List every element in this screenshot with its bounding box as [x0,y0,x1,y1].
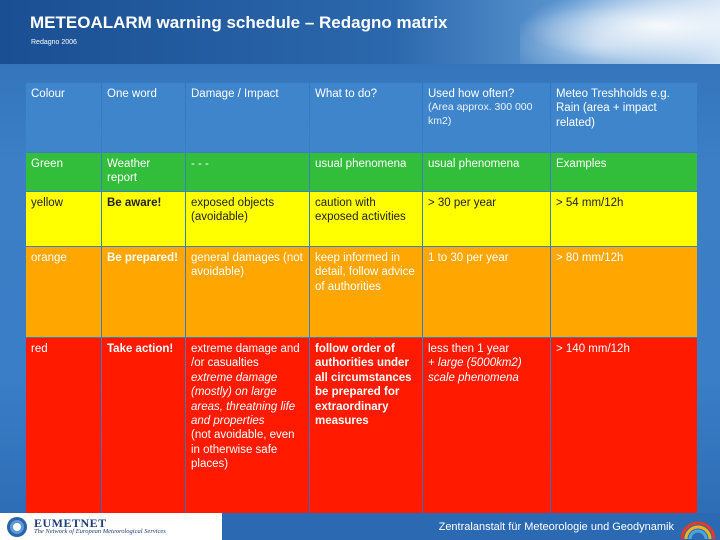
cell-one-word: Be prepared! [102,247,185,337]
cell-threshold: > 80 mm/12h [551,247,697,337]
cell-damage: exposed objects (avoidable) [186,192,309,246]
warning-matrix-table [25,82,698,520]
cell-one-word: Take action! [102,338,185,519]
header-used-how-often [423,83,550,152]
cell-colour: yellow [26,192,101,246]
cloud-image [520,0,720,64]
table-row-orange [26,247,697,337]
how-often-line-1: less then 1 year [428,343,510,355]
damage-line-2: extreme damage (mostly) on large areas, threatning life and properties [191,371,296,427]
cell-colour: orange [26,247,101,337]
cell-colour: Green [26,153,101,191]
cell-threshold: > 140 mm/12h [551,338,697,519]
table-row-red [26,338,697,519]
cell-what-to-do: usual phenomena [310,153,422,191]
header-damage: Damage / Impact [186,83,309,152]
table-row-green [26,153,697,191]
table-row-yellow [26,192,697,246]
cell-one-word: Be aware! [102,192,185,246]
damage-line-1: extreme damage and /or casualties [191,343,300,370]
page-title: METEOALARM warning schedule – Redagno matrix [30,13,448,32]
cell-how-often [423,338,550,519]
header-meteo-thresholds: Meteo Treshholds e.g. Rain (area + impact related) [551,83,697,152]
eumetnet-name: EUMETNET [34,516,107,531]
header-used-how-often-label: Used how often? [428,88,515,100]
header-one-word: One word [102,83,185,152]
cell-damage: general damages (not avoidable) [186,247,309,337]
cell-what-to-do: keep informed in detail, follow advice of authorities [310,247,422,337]
header-used-how-often-note: (Area approx. 300 000 km2) [428,101,533,127]
header-what-to-do: What to do? [310,83,422,152]
cell-colour: red [26,338,101,519]
cell-threshold: > 54 mm/12h [551,192,697,246]
how-often-line-2: + large (5000km2) scale phenomena [428,357,522,384]
eumetnet-tagline: The Network of European Meteorological Services [34,528,166,536]
institute-name: Zentralanstalt für Meteorologie und Geodynamik [438,521,674,533]
page-subtitle: Redagno 2006 [31,39,77,46]
eumetnet-globe-icon [4,516,30,538]
cell-damage: - - - [186,153,309,191]
header-colour: Colour [26,83,101,152]
cell-how-often: 1 to 30 per year [423,247,550,337]
cell-how-often: usual phenomena [423,153,550,191]
cell-damage [186,338,309,519]
cell-what-to-do: caution with exposed activities [310,192,422,246]
cell-threshold: Examples [551,153,697,191]
cell-what-to-do: follow order of authorities under all circumstances be prepared for extraordinary measures [310,338,422,519]
cell-one-word: Weather report [102,153,185,191]
eumetnet-logo [0,513,222,540]
table-header-row [26,83,697,152]
cell-how-often: > 30 per year [423,192,550,246]
zamg-rainbow-icon [678,514,718,539]
damage-line-3: (not avoidable, even in otherwise safe places) [191,429,295,470]
